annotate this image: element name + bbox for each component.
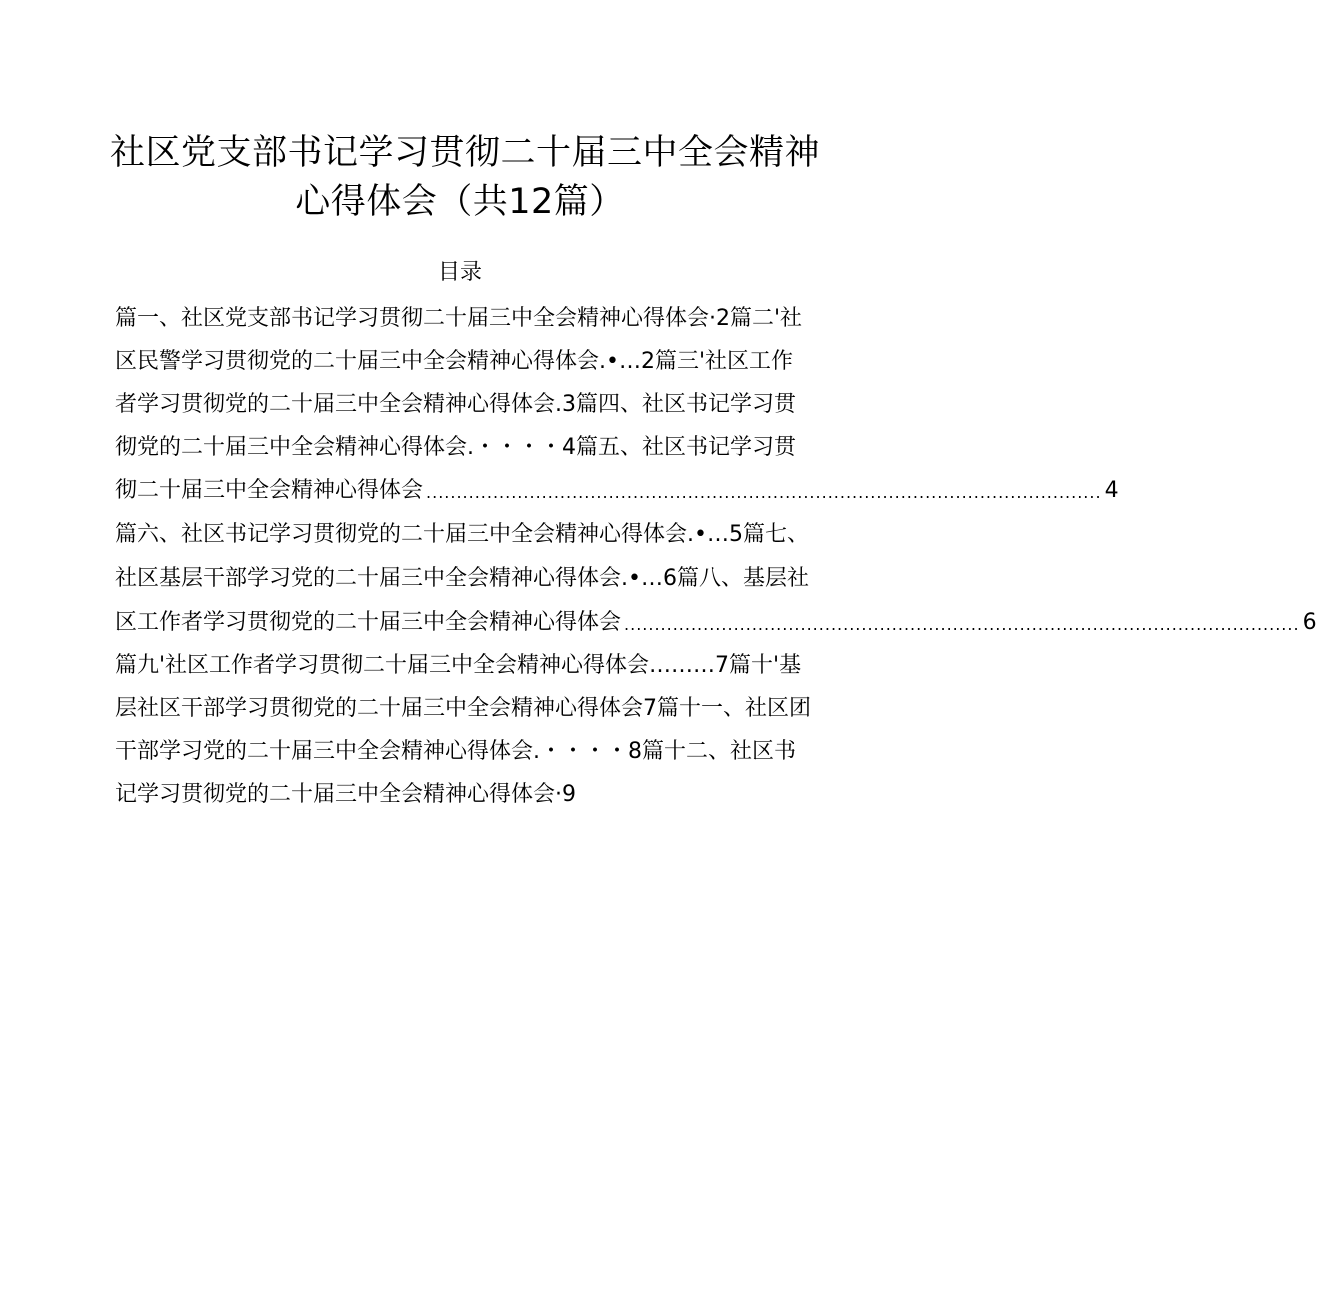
toc-line: 篇一、社区党支部书记学习贯彻二十届三中全会精神心得体会·2篇二'社	[115, 306, 803, 331]
toc-line: 区民警学习贯彻党的二十届三中全会精神心得体会.•…2篇三'社区工作	[115, 349, 794, 374]
toc-entry-text: 区工作者学习贯彻党的二十届三中全会精神心得体会	[115, 610, 622, 635]
toc-leader-line	[115, 476, 1119, 510]
toc-line: 篇九'社区工作者学习贯彻二十届三中全会精神心得体会………7篇十'基	[115, 653, 802, 678]
toc-heading: 目录	[437, 260, 482, 285]
toc-page-number: 6	[1302, 610, 1317, 635]
toc-line: 记学习贯彻党的二十届三中全会精神心得体会·9	[115, 782, 576, 807]
toc-page-number: 4	[1104, 478, 1119, 503]
toc-line: 彻党的二十届三中全会精神心得体会.・・・・4篇五、社区书记学习贯	[115, 435, 796, 460]
toc-line: 干部学习党的二十届三中全会精神心得体会.・・・・8篇十二、社区书	[115, 739, 796, 764]
toc-leader-line	[115, 608, 1317, 642]
toc-line: 篇六、社区书记学习贯彻党的二十届三中全会精神心得体会.•…5篇七、	[115, 522, 809, 547]
toc-line: 层社区干部学习贯彻党的二十届三中全会精神心得体会7篇十一、社区团	[115, 696, 811, 721]
toc-dot-leader: ...............................................................................................................	[426, 483, 1102, 502]
toc-entry-text: 彻二十届三中全会精神心得体会	[115, 478, 424, 503]
toc-line: 社区基层干部学习党的二十届三中全会精神心得体会.•…6篇八、基层社	[115, 566, 809, 591]
toc-line: 者学习贯彻党的二十届三中全会精神心得体会.3篇四、社区书记学习贯	[115, 392, 796, 417]
document-title-line-2: 心得体会（共12篇）	[295, 182, 625, 222]
toc-dot-leader: ...............................................................................................................	[624, 615, 1300, 634]
document-title-line-1: 社区党支部书记学习贯彻二十届三中全会精神	[110, 133, 821, 173]
